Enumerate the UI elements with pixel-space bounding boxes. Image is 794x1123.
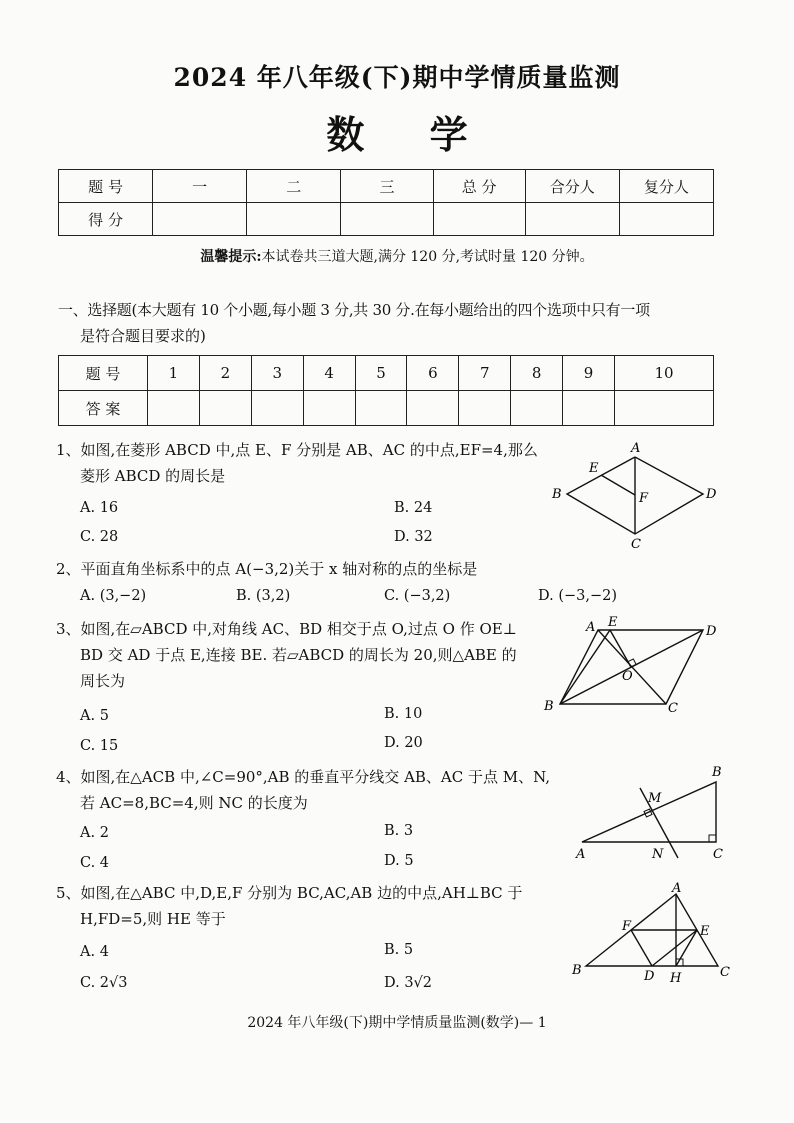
label-d: D (706, 487, 717, 502)
q3-option-c[interactable]: C. 15 (80, 738, 119, 754)
answer-cell[interactable] (148, 391, 200, 426)
score-cell[interactable] (525, 203, 619, 236)
score-header-cell: 一 (153, 170, 247, 203)
label-e: E (589, 461, 599, 476)
answer-cell[interactable] (251, 391, 303, 426)
q5-option-a[interactable]: A. 4 (80, 944, 109, 960)
score-cell[interactable] (433, 203, 525, 236)
label-c: C (631, 537, 641, 552)
q5-option-c[interactable]: C. 2√3 (80, 975, 128, 991)
segment-he (676, 930, 697, 966)
answer-row-label: 答 案 (59, 391, 148, 426)
answer-number-cell: 10 (615, 356, 714, 391)
answer-number-cell: 6 (407, 356, 459, 391)
answer-number-cell: 7 (459, 356, 511, 391)
label-f: F (639, 491, 649, 506)
label-h: H (670, 971, 682, 986)
answer-cell[interactable] (199, 391, 251, 426)
figure-right-triangle (568, 760, 738, 865)
question-3-line3: 周长为 (80, 672, 126, 690)
figure-triangle-midpoints (570, 880, 738, 990)
answer-cell[interactable] (563, 391, 615, 426)
q2-option-a[interactable]: A. (3,−2) (80, 588, 147, 604)
segment-be (560, 630, 610, 704)
question-5-line1: 5、如图,在△ABC 中,D,E,F 分别为 BC,AC,AB 边的中点,AH⊥BC 于 (56, 884, 523, 902)
label-e: E (608, 615, 618, 630)
answer-number-cell: 9 (563, 356, 615, 391)
answer-number-cell: 5 (355, 356, 407, 391)
answer-cell[interactable] (355, 391, 407, 426)
answer-cell[interactable] (407, 391, 459, 426)
label-c: C (713, 847, 723, 862)
figure-rhombus (545, 432, 735, 552)
label-n: N (652, 847, 664, 862)
subject-title: 数 学 (326, 112, 494, 157)
answer-cell[interactable] (615, 391, 714, 426)
q4-option-b[interactable]: B. 3 (384, 823, 414, 839)
label-e: E (700, 924, 710, 939)
label-f: F (622, 919, 632, 934)
answer-number-cell: 2 (199, 356, 251, 391)
q2-option-d[interactable]: D. (−3,−2) (538, 588, 617, 604)
score-table (58, 169, 714, 236)
q1-option-d[interactable]: D. 32 (394, 529, 433, 545)
question-1-line2: 菱形 ABCD 的周长是 (80, 467, 226, 485)
q4-option-d[interactable]: D. 5 (384, 853, 414, 869)
answer-number-cell: 1 (148, 356, 200, 391)
score-row-label: 得 分 (59, 203, 153, 236)
question-2: 2、平面直角坐标系中的点 A(−3,2)关于 x 轴对称的点的坐标是 (56, 560, 478, 578)
question-1-line1: 1、如图,在菱形 ABCD 中,点 E、F 分别是 AB、AC 的中点,EF=4,那么 (56, 441, 538, 459)
label-a: A (586, 620, 596, 635)
answer-table-number-row (59, 356, 714, 391)
label-m: M (648, 791, 662, 806)
score-header-cell: 三 (341, 170, 433, 203)
score-cell[interactable] (341, 203, 433, 236)
question-4-line1: 4、如图,在△ACB 中,∠C=90°,AB 的垂直平分线交 AB、AC 于点 M、N, (56, 768, 551, 786)
label-b: B (712, 765, 722, 780)
segment-fd (631, 930, 652, 966)
question-4 (56, 764, 576, 816)
question-5-line2: H,FD=5,则 HE 等于 (80, 910, 226, 928)
question-1 (56, 437, 546, 489)
score-table-score-row (59, 203, 714, 236)
hint-line (0, 246, 794, 266)
label-o: O (622, 669, 633, 684)
answer-cell[interactable] (459, 391, 511, 426)
score-header-cell: 复分人 (619, 170, 713, 203)
score-table-header-row (59, 170, 714, 203)
right-angle-c (709, 835, 716, 842)
score-cell[interactable] (619, 203, 713, 236)
score-header-cell: 题 号 (59, 170, 153, 203)
answer-cell[interactable] (511, 391, 563, 426)
page-title: 2024 年八年级(下)期中学情质量监测 (173, 63, 621, 92)
question-3-line2: BD 交 AD 于点 E,连接 BE. 若▱ABCD 的周长为 20,则△ABE 的 (80, 646, 517, 664)
figure-parallelogram (538, 612, 738, 722)
hint-text: 本试卷共三道大题,满分 120 分,考试时量 120 分钟。 (261, 249, 594, 265)
label-b: B (544, 699, 554, 714)
question-3 (56, 616, 546, 694)
answer-number-cell: 8 (511, 356, 563, 391)
score-header-cell: 二 (247, 170, 341, 203)
answer-table-answer-row (59, 391, 714, 426)
answer-number-cell: 3 (251, 356, 303, 391)
q3-option-a[interactable]: A. 5 (80, 708, 109, 724)
hint-label: 温馨提示: (200, 249, 262, 265)
answer-cell[interactable] (303, 391, 355, 426)
question-4-line2: 若 AC=8,BC=4,则 NC 的长度为 (80, 794, 308, 812)
page-footer: 2024 年八年级(下)期中学情质量监测(数学)— 1 (247, 1015, 547, 1031)
score-header-cell: 合分人 (525, 170, 619, 203)
label-a: A (576, 847, 586, 862)
label-d: D (706, 624, 717, 639)
q3-option-d[interactable]: D. 20 (384, 735, 423, 751)
answer-header-label: 题 号 (59, 356, 148, 391)
q5-option-d[interactable]: D. 3√2 (384, 975, 433, 991)
q4-option-a[interactable]: A. 2 (80, 825, 109, 841)
label-c: C (668, 701, 678, 716)
score-header-cell: 总 分 (433, 170, 525, 203)
q2-option-c[interactable]: C. (−3,2) (384, 588, 451, 604)
answer-number-cell: 4 (303, 356, 355, 391)
label-a: A (631, 441, 641, 456)
q1-option-c[interactable]: C. 28 (80, 529, 119, 545)
q3-option-b[interactable]: B. 10 (384, 706, 423, 722)
q1-option-a[interactable]: A. 16 (80, 500, 119, 516)
question-3-line1: 3、如图,在▱ABCD 中,对角线 AC、BD 相交于点 O,过点 O 作 OE⊥ (56, 620, 517, 638)
answer-table (58, 355, 714, 426)
label-b: B (572, 963, 582, 978)
q2-option-b[interactable]: B. (3,2) (236, 588, 291, 604)
segment-de (652, 930, 697, 966)
label-c: C (720, 965, 730, 980)
question-5 (56, 880, 576, 932)
section1-line2: 是符合题目要求的) (80, 327, 206, 345)
section1-line1: 一、选择题(本大题有 10 个小题,每小题 3 分,共 30 分.在每小题给出的四个选项中只有一项 (58, 301, 650, 319)
score-cell[interactable] (247, 203, 341, 236)
segment-ef (601, 475, 635, 495)
q5-option-b[interactable]: B. 5 (384, 942, 414, 958)
q1-option-b[interactable]: B. 24 (394, 500, 433, 516)
score-cell[interactable] (153, 203, 247, 236)
label-d: D (644, 969, 655, 984)
label-b: B (552, 487, 562, 502)
q4-option-c[interactable]: C. 4 (80, 855, 110, 871)
section1-heading (58, 297, 728, 349)
label-a: A (672, 881, 682, 896)
